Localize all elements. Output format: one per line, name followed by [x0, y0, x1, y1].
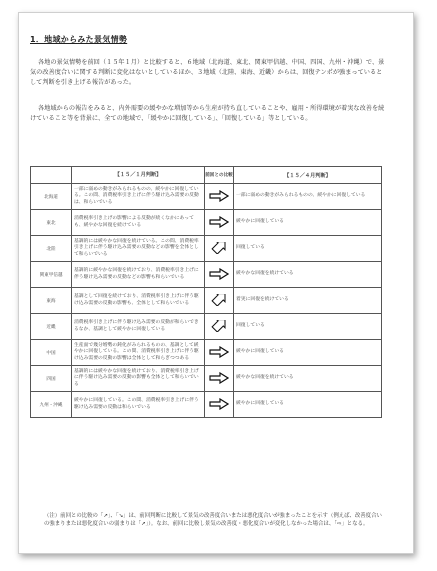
current-judgement: 緩やかな回復を続けている: [234, 262, 382, 288]
arrow-right-icon: [209, 372, 229, 384]
current-judgement: 緩やかな回復を続けている: [234, 366, 382, 392]
regional-judgement-table: [30, 166, 382, 418]
previous-judgement: 基調として回復を続けており、消費税率引き上げに伴う駆け込み需要の反動の影響も、全体として和らいでいる: [72, 288, 205, 314]
paragraph-summary: 各地の景気情勢を前回（１５年１月）と比較すると、６地域（北海道、東北、関東甲信越、中国、四国、九州・沖縄）で、景気の改善度合いに関する判断に変化はないとしているほか、３地域（北陸、東海、近畿）からは、回復テンポが強まっているとして判断を引き上げる報告があった。: [30, 59, 385, 86]
comparison-arrow-cell: [205, 288, 234, 314]
region-name: 東北: [31, 210, 72, 236]
table-row: [31, 210, 382, 236]
footnote: （注）前回との比較の「↗」、「↘」は、前回判断に比較して景気の改善度合いまたは悪化度合いが強まったことを示す（例えば、改善度合いの強まりまたは悪化度合いの弱まりは「↗」）。なお、前回に比較し景気の改善度・悪化度合いが変化しなかった場合は、「⇨」となる。: [44, 513, 382, 527]
comparison-arrow-cell: [205, 314, 234, 340]
comparison-arrow-cell: [205, 392, 234, 418]
previous-judgement: 基調的には緩やかな回復を続けている。この間、消費税率引き上げに伴う駆け込み需要の反動などの影響を全体として和らいでいる: [72, 236, 205, 262]
previous-judgement: 一部に弱めの動きがみられるものの、緩やかに回復している。この間、消費税率引き上げに伴う駆け込み需要の反動は、和らいでいる: [72, 184, 205, 210]
header-previous-judgement: 【１５／１月判断】: [72, 167, 205, 184]
header-region: [31, 167, 72, 184]
arrow-right-icon: [209, 190, 229, 202]
previous-judgement: 消費税率引き上げの影響による反動が続くなかにあっても、緩やかな回復を続けている: [72, 210, 205, 236]
table-row: [31, 236, 382, 262]
comparison-arrow-cell: [205, 210, 234, 236]
previous-judgement: 緩やかに回復している。この間、消費税率引き上げに伴う駆け込み需要の反動は和らいでいる: [72, 392, 205, 418]
comparison-arrow-cell: [205, 184, 234, 210]
region-name: 東海: [31, 288, 72, 314]
table-row: [31, 366, 382, 392]
previous-judgement: 基調的に緩やかな回復を続けており、消費税率引き上げに伴う駆け込み需要の反動などの影響も和らいでいる: [72, 262, 205, 288]
table-row: [31, 314, 382, 340]
table-row: [31, 392, 382, 418]
current-judgement: 緩やかに回復している: [234, 340, 382, 366]
table-row: [31, 288, 382, 314]
arrow-right-icon: [209, 398, 229, 410]
arrow-up-right-icon: [209, 294, 229, 306]
current-judgement: 緩やかに回復している: [234, 392, 382, 418]
region-name: 北陸: [31, 236, 72, 262]
paragraph-details: 各地域からの報告をみると、内外需要の緩やかな増加等から生産が持ち直していることや、雇用・所得環境が着実な改善を続けていること等を背景に、全ての地域で、「緩やかに回復している」、「回復している」等としている。: [30, 105, 385, 122]
table-row: [31, 340, 382, 366]
previous-judgement: 消費税率引き上げに伴う駆け込み需要の反動が和らいできるなか、基調として緩やかに回復している: [72, 314, 205, 340]
current-judgement: 着実に回復を続けている: [234, 288, 382, 314]
comparison-arrow-cell: [205, 236, 234, 262]
header-current-judgement: 【１５／４月判断】: [234, 167, 382, 184]
previous-judgement: 基調的には緩やかな回復を続けており、消費税率引き上げに伴う駆け込み需要の反動の影響も全体として和らいでいる: [72, 366, 205, 392]
arrow-up-right-icon: [209, 320, 229, 332]
comparison-arrow-cell: [205, 262, 234, 288]
region-name: 関東甲信越: [31, 262, 72, 288]
table-row: [31, 184, 382, 210]
region-name: 四国: [31, 366, 72, 392]
region-name: 近畿: [31, 314, 72, 340]
section-title: 1．地域からみた景気情勢: [30, 35, 128, 44]
current-judgement: 回復している: [234, 236, 382, 262]
arrow-right-icon: [209, 268, 229, 280]
arrow-up-right-icon: [209, 242, 229, 254]
current-judgement: 一部に弱めの動きがみられるものの、緩やかに回復している: [234, 184, 382, 210]
comparison-arrow-cell: [205, 340, 234, 366]
region-name: 九州・沖縄: [31, 392, 72, 418]
region-name: 中国: [31, 340, 72, 366]
arrow-right-icon: [209, 216, 229, 228]
region-name: 北海道: [31, 184, 72, 210]
arrow-right-icon: [209, 346, 229, 358]
table-row: [31, 262, 382, 288]
table-header-row: [31, 167, 382, 184]
current-judgement: 緩やかに回復している: [234, 210, 382, 236]
current-judgement: 回復している: [234, 314, 382, 340]
previous-judgement: 生産面で幾分増勢の鈍化がみられるものの、基調として緩やかに回復している。この間、消費税率引き上げに伴う駆け込み需要の反動の影響は全体として和らぎつつある: [72, 340, 205, 366]
header-comparison: 前回との比較: [205, 167, 234, 184]
comparison-arrow-cell: [205, 366, 234, 392]
